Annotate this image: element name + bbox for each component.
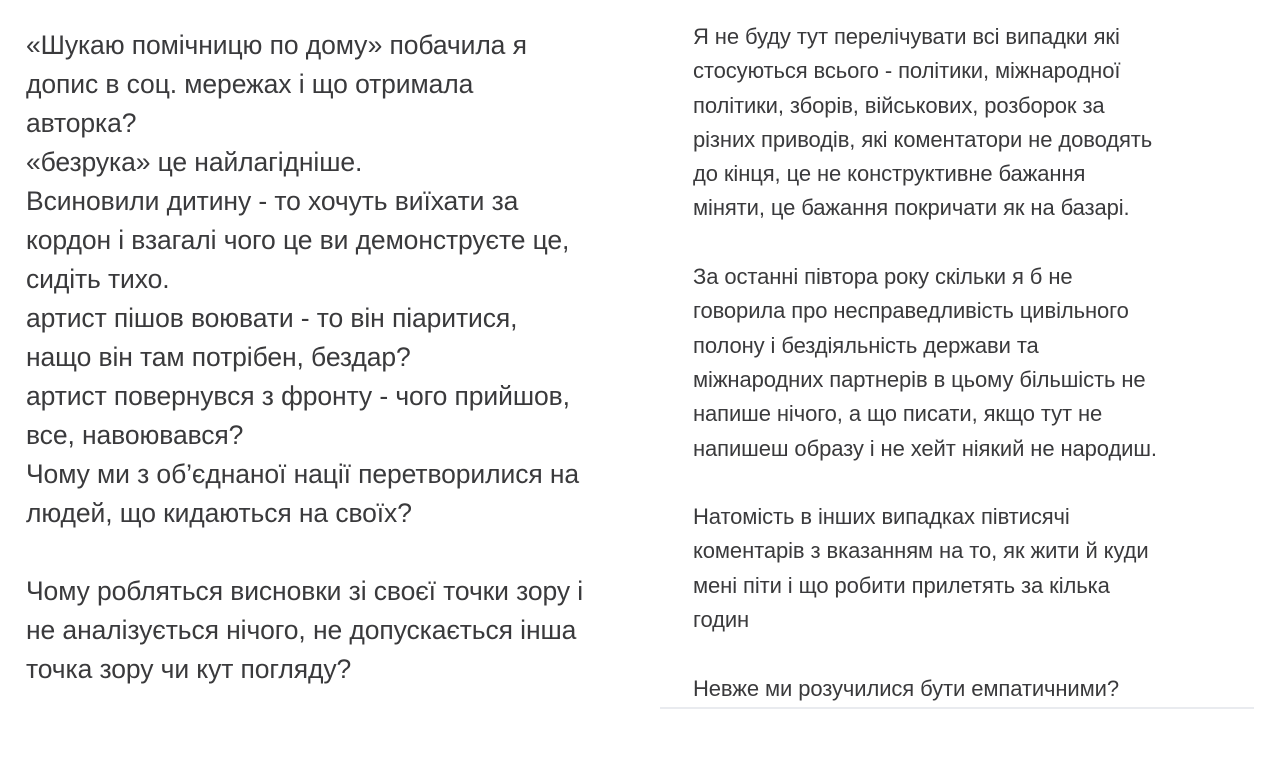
text-line: годин (693, 607, 750, 633)
text-line: За останні півтора року скільки я б не (693, 264, 1073, 290)
text-line: напише нічого, а що писати, якщо тут не (693, 401, 1103, 427)
text-line: полону і бездіяльність держави та (693, 332, 1039, 358)
text-line: сидіть тихо. (26, 264, 170, 294)
left-text-block (26, 26, 646, 689)
text-line: все, навоювався? (26, 420, 244, 450)
text-line: артист повернувся з фронту - чого прийшов, (26, 381, 570, 411)
text-line: до кінця, це не конструктивне бажання (693, 161, 1086, 187)
text-line: не аналізується нічого, не допускається інша (26, 615, 577, 645)
text-line: політики, зборів, військових, розборок за (693, 92, 1105, 118)
text-line: міняти, це бажання покричати як на базарі. (693, 195, 1130, 221)
text-line: різних приводів, які коментатори не доводять (693, 126, 1153, 152)
text-line: допис в соц. мережах і що отримала (26, 69, 474, 99)
paragraph-gap (693, 637, 1253, 671)
text-line: говорила про несправедливість цивільного (693, 298, 1129, 324)
text-line: кордон і взагалі чого це ви демонструєте це, (26, 225, 570, 255)
text-line: «Шукаю помічницю по дому» побачила я (26, 30, 527, 60)
text-line: Я не буду тут перелічувати всі випадки які (693, 24, 1120, 49)
paragraph-gap (693, 466, 1253, 500)
text-line: Всиновили дитину - то хочуть виїхати за (26, 186, 519, 216)
text-line: міжнародних партнерів в цьому більшість не (693, 366, 1146, 392)
text-line: авторка? (26, 108, 137, 138)
text-line: людей, що кидаються на своїх? (26, 498, 412, 528)
text-line: нащо він там потрібен, бездар? (26, 342, 411, 372)
text-line: коментарів з вказанням на то, як жити й куди (693, 538, 1149, 564)
text-line: Чому робляться висновки зі своєї точки зору і (26, 576, 584, 606)
paragraph-gap (693, 226, 1253, 260)
text-line: артист пішов воювати - то він піаритися, (26, 303, 518, 333)
text-line: «безрука» це найлагідніше. (26, 147, 363, 177)
right-text-block (693, 20, 1253, 706)
text-line: напишеш образу і не хейт ніякий не народиш. (693, 435, 1157, 461)
text-line: Невже ми розучилися бути емпатичними? (693, 675, 1119, 701)
text-line: точка зору чи кут погляду? (26, 654, 352, 684)
text-line: Чому ми з об’єднаної нації перетворилися на (26, 459, 580, 489)
text-line: Натомість в інших випадках півтисячі (693, 504, 1070, 530)
text-line: стосуються всього - політики, міжнародної (693, 58, 1121, 84)
paragraph-gap (26, 533, 646, 572)
text-line: мені піти і що робити прилетять за кілька (693, 572, 1110, 598)
